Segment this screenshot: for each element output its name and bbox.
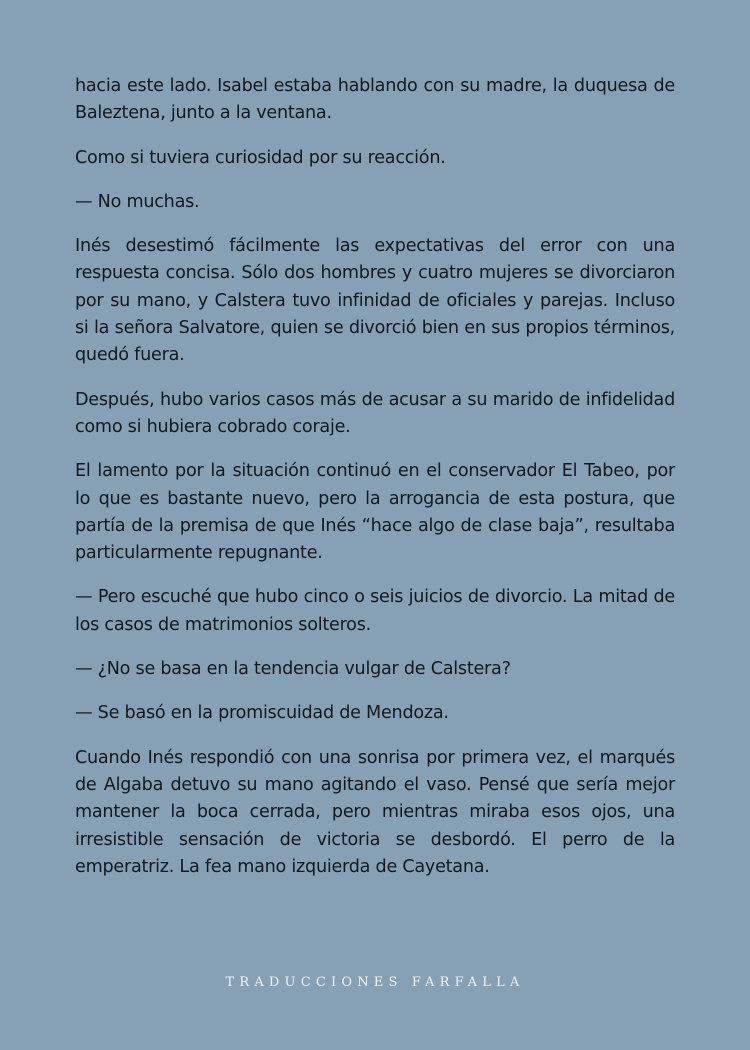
dialogue-line: — Se basó en la promiscuidad de Mendoza. — [75, 703, 449, 724]
paragraph: Inés desestimó fácilmente las expectativas del error con una respuesta concisa. Sólo dos hombres y cuatro mujeres se divorciaron por su mano, y Calstera tuvo infinidad de oficiales y parejas. Incluso si la señora Salvatore, quien se divorció bien en sus propios términos, quedó fuera. — [75, 236, 675, 366]
paragraph: Como si tuviera curiosidad por su reacción. — [75, 147, 446, 168]
paragraph: El lamento por la situación continuó en el conservador El Tabeo, por lo que es bastante nuevo, pero la arrogancia de esta postura, que partía de la premisa de que Inés “hace algo de clase baja”, resultaba particularmente repugnante. — [75, 461, 675, 564]
paragraph: Cuando Inés respondió con una sonrisa por primera vez, el marqués de Algaba detuvo su mano agitando el vaso. Pensé que sería mejor mantener la boca cerrada, pero mientras miraba esos ojos, una irresistible sensación de victoria se desbordó. El perro de la emperatriz. La fea mano izquierda de Cayetana. — [75, 747, 675, 877]
paragraph: Después, hubo varios casos más de acusar a su marido de infidelidad como si hubiera cobrado coraje. — [75, 389, 675, 437]
body-text — [75, 73, 675, 898]
dialogue-line: — ¿No se basa en la tendencia vulgar de Calstera? — [75, 659, 511, 680]
paragraph: hacia este lado. Isabel estaba hablando con su madre, la duquesa de Baleztena, junto a la ventana. — [75, 76, 675, 124]
dialogue-line: — Pero escuché que hubo cinco o seis juicios de divorcio. La mitad de los casos de matrimonios solteros. — [75, 587, 675, 635]
footer-credit: TRADUCCIONES FARFALLA — [225, 975, 525, 990]
dialogue-line: — No muchas. — [75, 191, 200, 212]
